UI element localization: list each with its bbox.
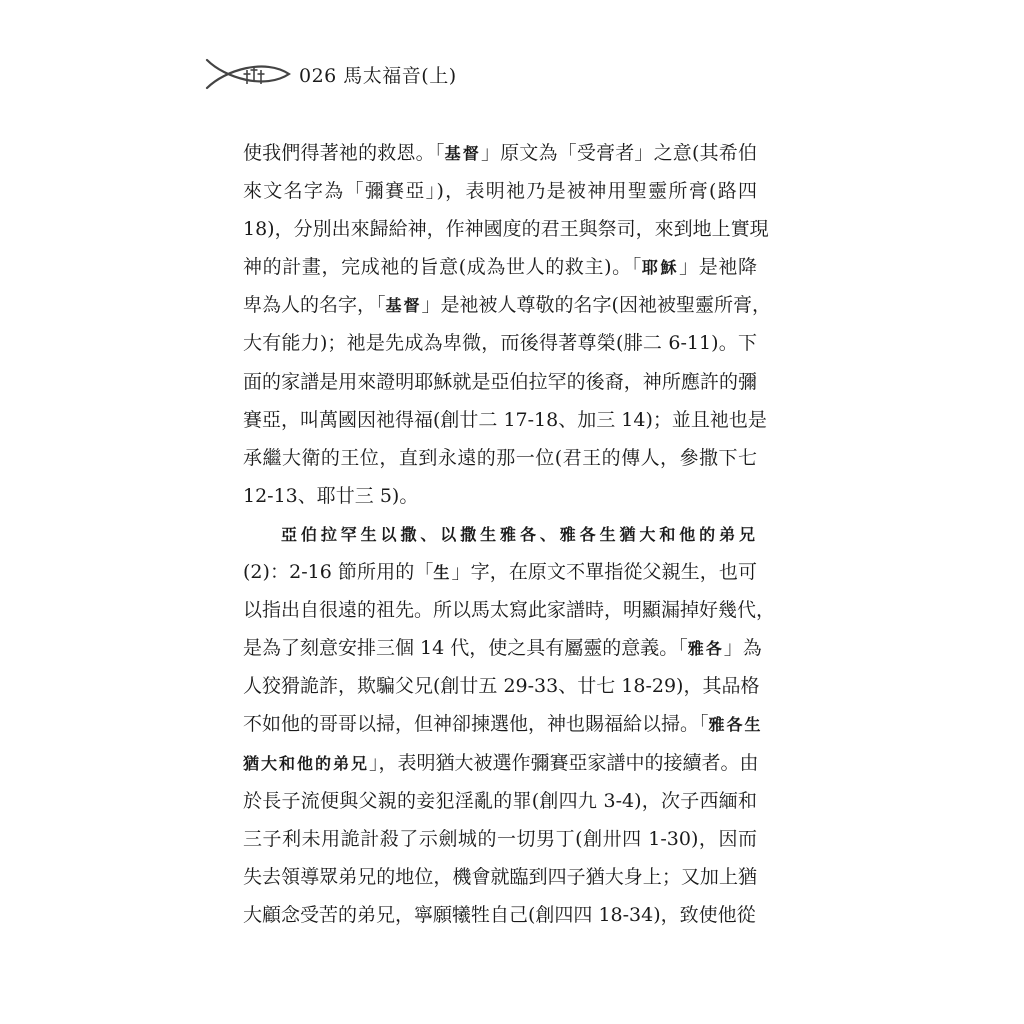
text-run: 12-13、耶廿三 5)。 (243, 484, 419, 507)
emphasized-term: 耶穌 (641, 258, 680, 278)
text-run: 使我們得著祂的救恩。「 (243, 142, 445, 164)
running-head: 026 馬太福音(上) (299, 64, 457, 87)
text-line (243, 744, 757, 782)
paragraph-1 (243, 134, 771, 515)
text-run: 三子利未用詭計殺了示劍城的一切男丁(創卅四 1-30)，因而 (243, 827, 757, 850)
text-run: 」，表明猶大被選作彌賽亞家譜中的接續者。由 (369, 751, 759, 774)
text-run: 」是祂被人尊敬的名字(因祂被聖靈所膏， (421, 294, 771, 317)
text-line (243, 172, 757, 210)
text-run: (2)：2-16 節所用的「 (243, 561, 434, 584)
text-line (243, 477, 757, 515)
emphasized-term: 生 (433, 563, 452, 583)
text-run: 」原文為「受膏者」之意(其希伯 (480, 142, 757, 164)
text-line (243, 286, 771, 324)
text-run: 於長子流便與父親的妾犯淫亂的罪(創四九 3-4)，次子西緬和 (243, 789, 757, 812)
text-line (243, 858, 757, 896)
text-run: 」字，在原文不單指從父親生，也可 (451, 561, 757, 584)
text-run: 卑為人的名字，「 (243, 294, 386, 317)
emphasized-term: 雅各 (687, 639, 724, 659)
text-run: 神的計畫，完成祂的旨意(成為世人的救主)。「 (243, 256, 642, 279)
text-line (243, 210, 769, 248)
emphasized-term: 基督 (385, 296, 422, 316)
text-line (243, 705, 763, 743)
text-run: 大顧念受苦的弟兄，寧願犧牲自己(創四四 18-34)，致使他從 (243, 903, 756, 926)
page-header (205, 52, 457, 96)
text-line (243, 591, 776, 629)
text-line (243, 439, 757, 477)
text-line (243, 629, 762, 667)
text-run: 」為 (723, 637, 762, 660)
text-line (243, 363, 757, 401)
text-run: 人狡猾詭詐，欺騙父兄(創廿五 29-33、廿七 18-29)，其品格 (243, 675, 760, 698)
emphasized-term: 基督 (444, 144, 481, 163)
text-line (243, 324, 757, 362)
text-run: 」是祂降 (679, 256, 757, 279)
text-run: 承繼大衛的王位，直到永遠的那一位(君王的傳人，參撒下七 (243, 446, 757, 469)
text-run: 以指出自很遠的祖先。所以馬太寫此家譜時，明顯漏掉好幾代， (243, 599, 776, 622)
text-line (243, 667, 760, 705)
text-run: 失去領導眾弟兄的地位，機會就臨到四子猶大身上；又加上猶 (243, 865, 757, 888)
text-line (243, 553, 757, 591)
text-line (243, 134, 757, 172)
fish-with-three-crosses-icon (205, 52, 293, 96)
emphasized-term: 雅各生 (708, 715, 763, 735)
text-run: 18)，分別出來歸給神，作神國度的君王與祭司，來到地上實現 (243, 218, 769, 241)
text-line (243, 896, 757, 934)
text-run: 大有能力)；祂是先成為卑微，而後得著尊榮(腓二 6-11)。下 (243, 332, 757, 355)
emphasized-term: 猶大和他的弟兄 (243, 753, 370, 773)
text-run: 賽亞，叫萬國因祂得福(創廿二 17-18、加三 14)；並且祂也是 (243, 408, 767, 431)
text-run: 是為了刻意安排三個 14 代，使之具有屬靈的意義。「 (243, 637, 688, 660)
text-run: 不如他的哥哥以掃，但神卻揀選他，神也賜福給以掃。「 (243, 713, 709, 736)
text-line (243, 248, 757, 286)
text-line (243, 782, 757, 820)
text-line (243, 820, 757, 858)
body-text (243, 134, 776, 934)
text-run: 來文名字為「彌賽亞」)，表明祂乃是被神用聖靈所膏(路四 (243, 180, 757, 203)
emphasized-term: 亞伯拉罕生以撒、以撒生雅各、雅各生猶大和他的弟兄 (281, 524, 757, 544)
paragraph-2 (243, 515, 776, 934)
text-line (243, 515, 757, 553)
text-run: 面的家譜是用來證明耶穌就是亞伯拉罕的後裔，神所應許的彌 (243, 370, 757, 393)
text-line (243, 401, 767, 439)
